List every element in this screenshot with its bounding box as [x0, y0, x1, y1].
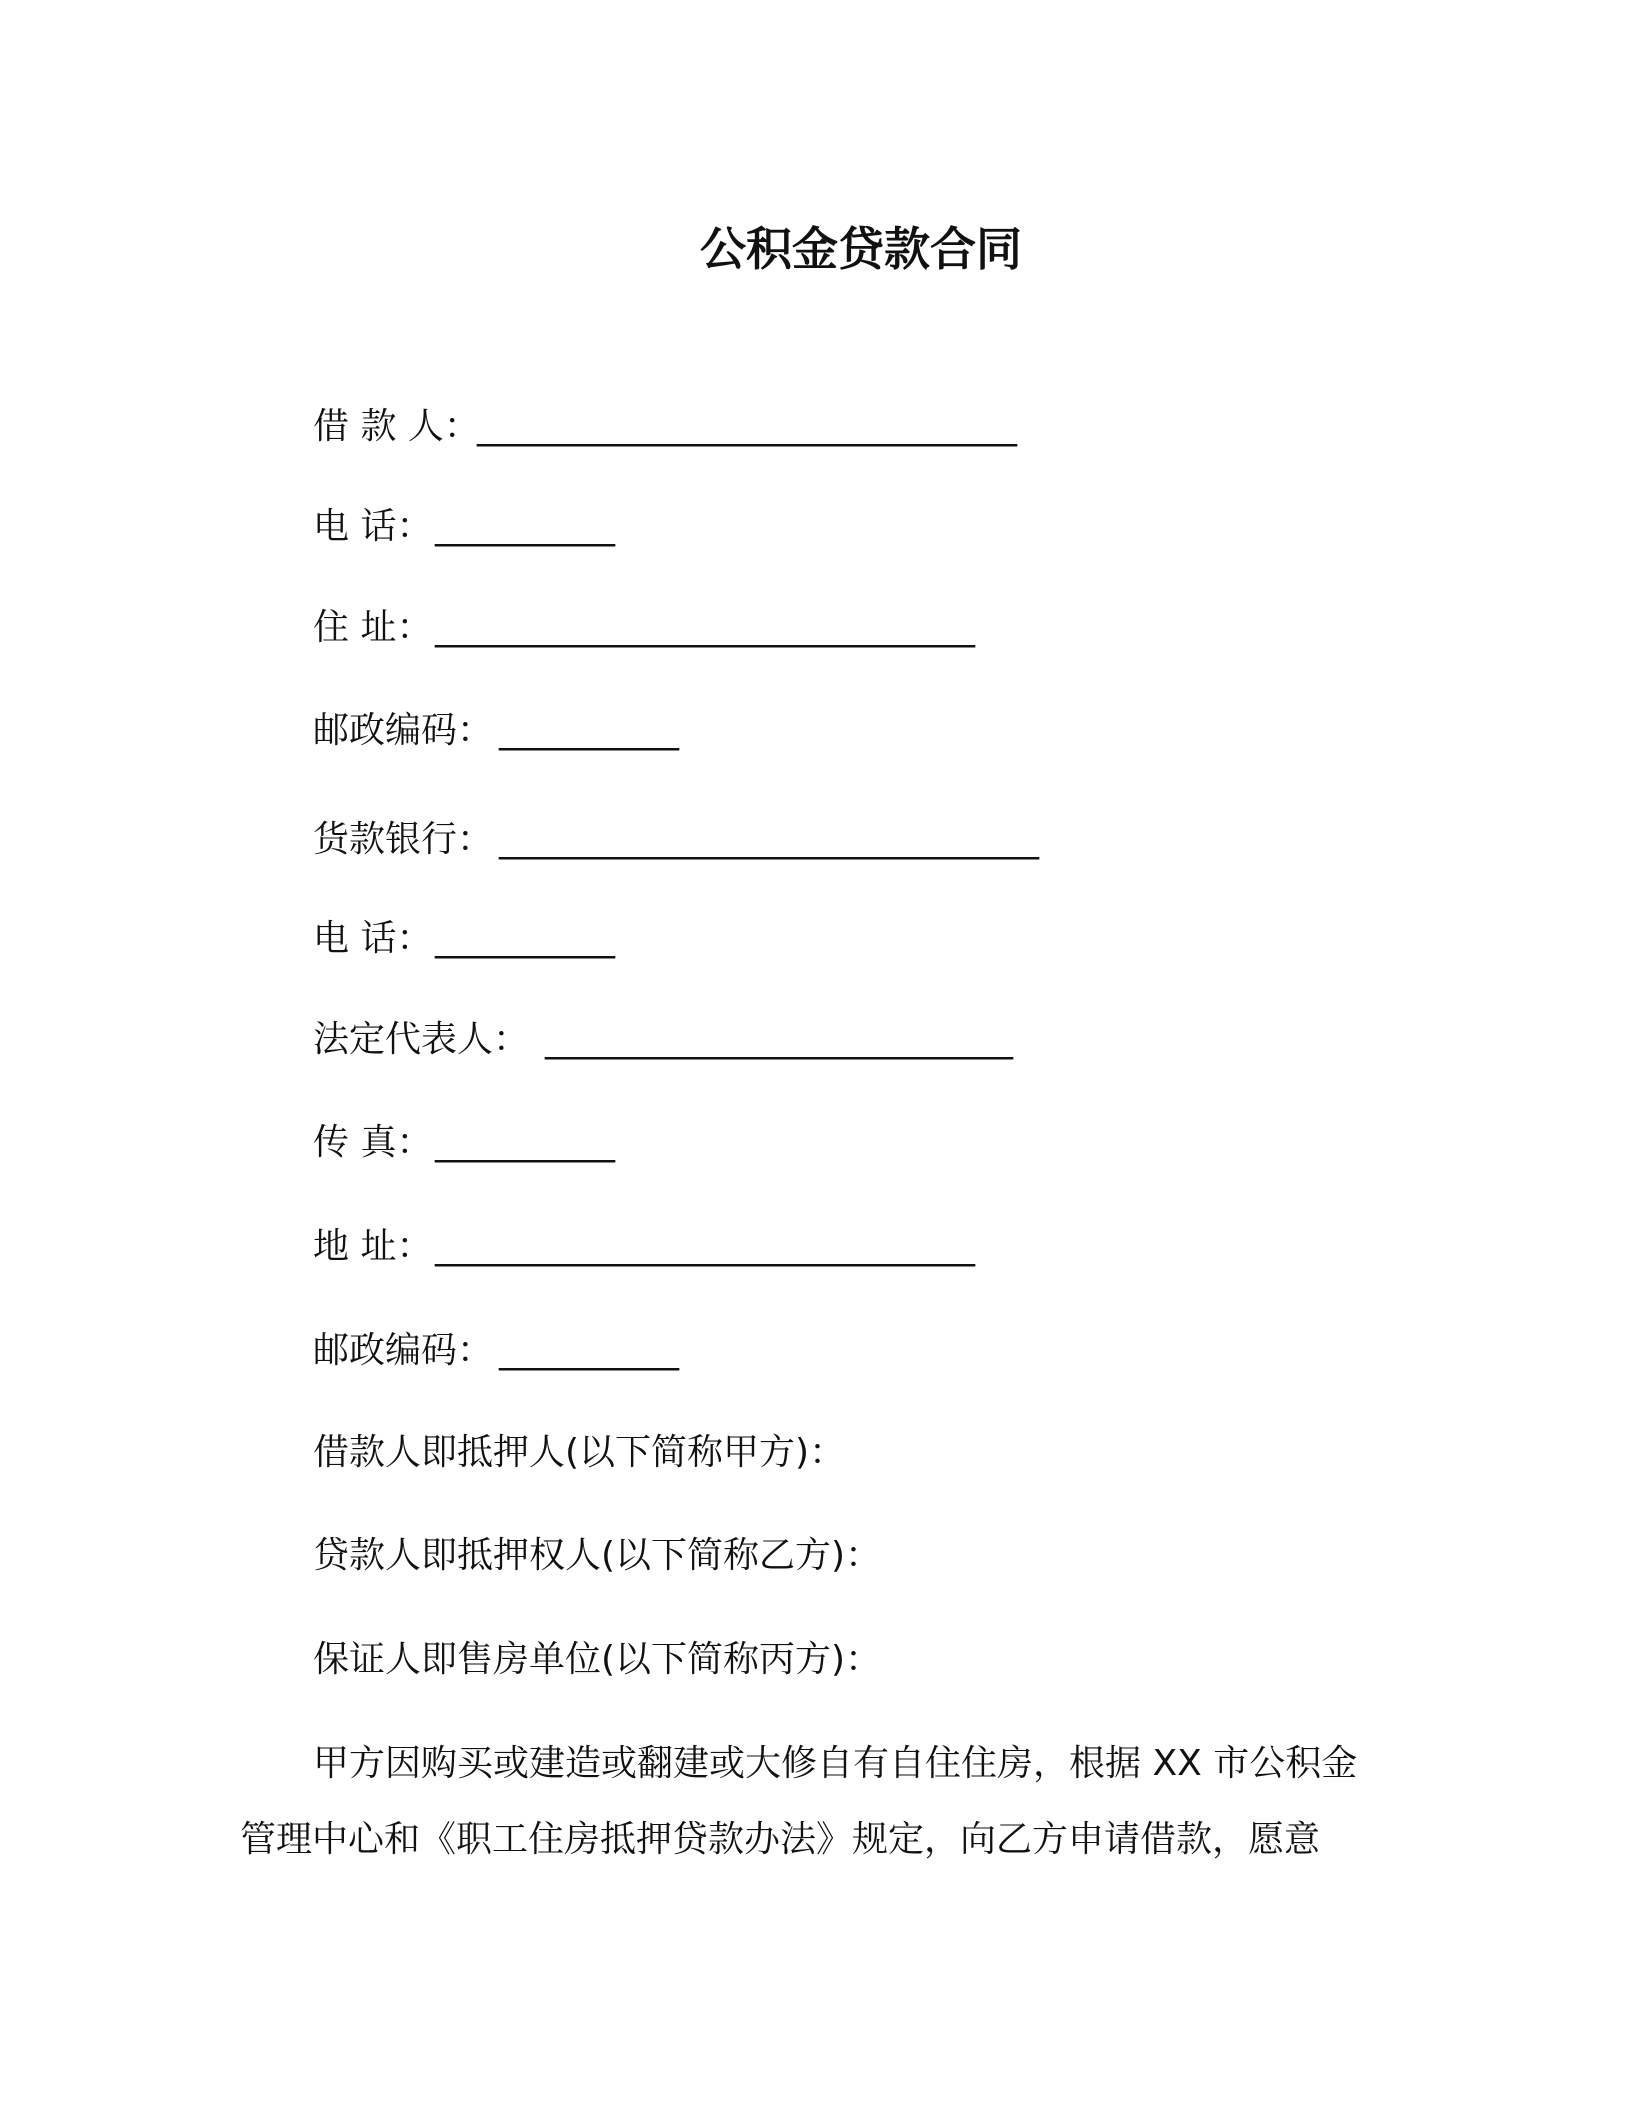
- field-row-lending-bank: [0, 816, 1632, 864]
- party-definition: 保证人即售房单位(以下简称丙方)：: [313, 1639, 882, 1680]
- field-label: 住 址：: [313, 607, 433, 648]
- field-blank: __________________________: [545, 1019, 1013, 1060]
- paragraph-text: 甲方因购买或建造或翻建或大修自有自住住房，根据 XX 市公积金: [313, 1743, 1358, 1784]
- field-label: 电 话：: [313, 918, 433, 959]
- field-blank: __________: [499, 1330, 679, 1371]
- field-row-fax: [0, 1119, 1632, 1167]
- party-definition: 贷款人即抵押权人(以下简称乙方)：: [313, 1535, 882, 1576]
- field-row-postcode: [0, 707, 1632, 755]
- field-label: 法定代表人：: [313, 1019, 530, 1060]
- field-row-bank-phone: [0, 915, 1632, 963]
- field-label: 传 真：: [313, 1122, 433, 1163]
- field-row-phone: [0, 503, 1632, 551]
- field-blank: ______________________________: [477, 406, 1017, 447]
- party-line-c: [0, 1636, 1632, 1684]
- paragraph-line-1: [0, 1740, 1632, 1788]
- field-blank: ______________________________: [435, 607, 975, 648]
- paragraph-text: 管理中心和《职工住房抵押贷款办法》规定，向乙方申请借款，愿意: [240, 1819, 1321, 1860]
- field-label: 邮政编码：: [313, 1330, 494, 1371]
- paragraph-line-2: [0, 1816, 1632, 1864]
- field-label: 货款银行：: [313, 819, 494, 860]
- party-definition: 借款人即抵押人(以下简称甲方)：: [313, 1432, 846, 1473]
- field-label: 借 款 人：: [313, 406, 480, 447]
- field-blank: __________: [435, 506, 615, 547]
- field-label: 邮政编码：: [313, 710, 494, 751]
- field-row-address: [0, 1223, 1632, 1271]
- field-blank: __________: [435, 918, 615, 959]
- field-blank: ______________________________: [435, 1226, 975, 1267]
- field-label: 地 址：: [313, 1226, 433, 1267]
- field-blank: ______________________________: [499, 819, 1039, 860]
- field-row-borrower: [0, 403, 1632, 451]
- field-blank: __________: [435, 1122, 615, 1163]
- field-blank: __________: [499, 710, 679, 751]
- party-line-b: [0, 1532, 1632, 1580]
- party-line-a: [0, 1429, 1632, 1477]
- field-row-bank-postcode: [0, 1327, 1632, 1375]
- field-row-residence: [0, 604, 1632, 652]
- field-row-legal-representative: [0, 1016, 1632, 1064]
- document-title: 公积金贷款合同: [700, 222, 1022, 276]
- field-label: 电 话：: [313, 506, 433, 547]
